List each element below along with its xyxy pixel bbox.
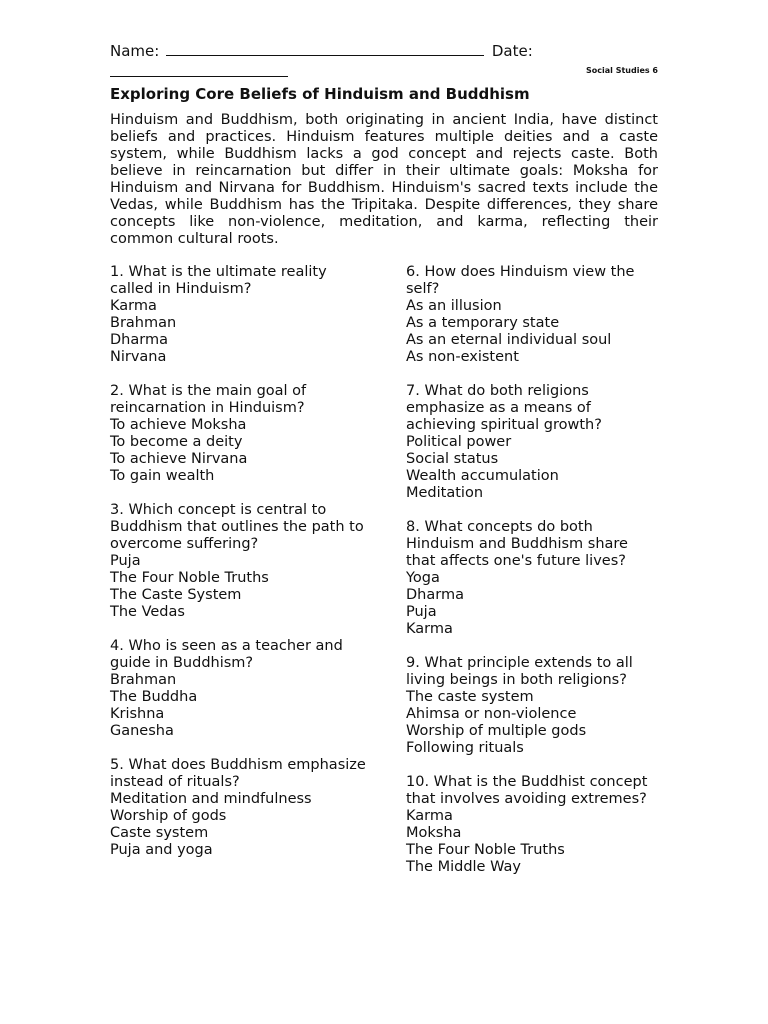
question-8 bbox=[406, 519, 658, 638]
name-date-line bbox=[110, 40, 658, 62]
answer-option[interactable]: Worship of gods bbox=[110, 808, 227, 824]
answer-option[interactable]: Karma bbox=[110, 298, 157, 314]
answer-option[interactable]: As an eternal individual soul bbox=[406, 332, 612, 348]
question-text: 9. What principle extends to all living beings in both religions? bbox=[406, 655, 633, 688]
question-6 bbox=[406, 264, 658, 366]
question-7 bbox=[406, 383, 658, 502]
answer-option[interactable]: Following rituals bbox=[406, 740, 524, 756]
question-10 bbox=[406, 774, 658, 876]
answer-option[interactable]: Political power bbox=[406, 434, 512, 450]
question-text: 5. What does Buddhism emphasize instead of rituals? bbox=[110, 757, 366, 790]
answer-option[interactable]: Ahimsa or non-violence bbox=[406, 706, 577, 722]
question-2 bbox=[110, 383, 372, 485]
worksheet-title: Exploring Core Beliefs of Hinduism and Buddhism bbox=[110, 85, 530, 103]
answer-option[interactable]: Moksha bbox=[406, 825, 462, 841]
answer-option[interactable]: Krishna bbox=[110, 706, 165, 722]
answer-option[interactable]: Brahman bbox=[110, 672, 177, 688]
answer-option[interactable]: Meditation and mindfulness bbox=[110, 791, 312, 807]
answer-option[interactable]: Dharma bbox=[110, 332, 168, 348]
question-text: 7. What do both religions emphasize as a means of achieving spiritual growth? bbox=[406, 383, 602, 433]
answer-option[interactable]: As a temporary state bbox=[406, 315, 560, 331]
answer-option[interactable]: To achieve Moksha bbox=[110, 417, 247, 433]
answer-option[interactable]: Puja and yoga bbox=[110, 842, 213, 858]
question-text: 10. What is the Buddhist concept that involves avoiding extremes? bbox=[406, 774, 648, 807]
answer-option[interactable]: To gain wealth bbox=[110, 468, 215, 484]
question-1 bbox=[110, 264, 372, 366]
date-row bbox=[110, 62, 658, 82]
answer-option[interactable]: Social status bbox=[406, 451, 499, 467]
answer-option[interactable]: Caste system bbox=[110, 825, 209, 841]
name-blank[interactable] bbox=[166, 41, 484, 56]
answer-option[interactable]: Brahman bbox=[110, 315, 177, 331]
intro-paragraph: Hinduism and Buddhism, both originating in ancient India, have distinct beliefs and practices. Hinduism features multiple deities and a caste system, while Buddhism lacks a god concept and rejects caste. Both believe in reincarnation but differ in their ultimate goals: Moksha for Hinduism and Nirvana for Buddhism. Hinduism's sacred texts include the Vedas, while Buddhism has the Tripitaka. Despite differences, they share concepts like non-violence, meditation, and karma, reflecting their common cultural roots. bbox=[110, 112, 658, 247]
answer-option[interactable]: To achieve Nirvana bbox=[110, 451, 248, 467]
subject-label: Social Studies 6 bbox=[586, 66, 658, 75]
question-text: 8. What concepts do both Hinduism and Buddhism share that affects one's future lives? bbox=[406, 519, 628, 569]
answer-option[interactable]: Wealth accumulation bbox=[406, 468, 559, 484]
answer-option[interactable]: Yoga bbox=[406, 570, 440, 586]
answer-option[interactable]: Dharma bbox=[406, 587, 464, 603]
question-text: 2. What is the main goal of reincarnation in Hinduism? bbox=[110, 383, 307, 416]
answer-option[interactable]: Karma bbox=[406, 808, 453, 824]
answer-option[interactable]: Puja bbox=[110, 553, 141, 569]
date-label: Date: bbox=[491, 42, 533, 60]
name-label: Name: bbox=[110, 42, 160, 60]
question-text: 1. What is the ultimate reality called in Hinduism? bbox=[110, 264, 327, 297]
answer-option[interactable]: Karma bbox=[406, 621, 453, 637]
questions-right-column bbox=[406, 264, 658, 893]
questions-columns bbox=[110, 264, 658, 893]
answer-option[interactable]: The Vedas bbox=[110, 604, 185, 620]
question-text: 4. Who is seen as a teacher and guide in Buddhism? bbox=[110, 638, 343, 671]
answer-option[interactable]: The Four Noble Truths bbox=[406, 842, 565, 858]
answer-option[interactable]: Meditation bbox=[406, 485, 484, 501]
answer-option[interactable]: The caste system bbox=[406, 689, 534, 705]
questions-left-column bbox=[110, 264, 372, 893]
answer-option[interactable]: The Buddha bbox=[110, 689, 198, 705]
answer-option[interactable]: Puja bbox=[406, 604, 437, 620]
question-4 bbox=[110, 638, 372, 740]
worksheet-page bbox=[110, 40, 658, 893]
answer-option[interactable]: Nirvana bbox=[110, 349, 167, 365]
answer-option[interactable]: As an illusion bbox=[406, 298, 502, 314]
answer-option[interactable]: As non-existent bbox=[406, 349, 519, 365]
question-5 bbox=[110, 757, 372, 859]
answer-option[interactable]: The Four Noble Truths bbox=[110, 570, 269, 586]
date-blank[interactable] bbox=[110, 62, 288, 77]
answer-option[interactable]: To become a deity bbox=[110, 434, 243, 450]
answer-option[interactable]: Ganesha bbox=[110, 723, 174, 739]
question-text: 6. How does Hinduism view the self? bbox=[406, 264, 635, 297]
question-9 bbox=[406, 655, 658, 757]
answer-option[interactable]: The Middle Way bbox=[406, 859, 521, 875]
answer-option[interactable]: Worship of multiple gods bbox=[406, 723, 587, 739]
question-text: 3. Which concept is central to Buddhism that outlines the path to overcome suffering? bbox=[110, 502, 364, 552]
question-3 bbox=[110, 502, 372, 621]
answer-option[interactable]: The Caste System bbox=[110, 587, 242, 603]
